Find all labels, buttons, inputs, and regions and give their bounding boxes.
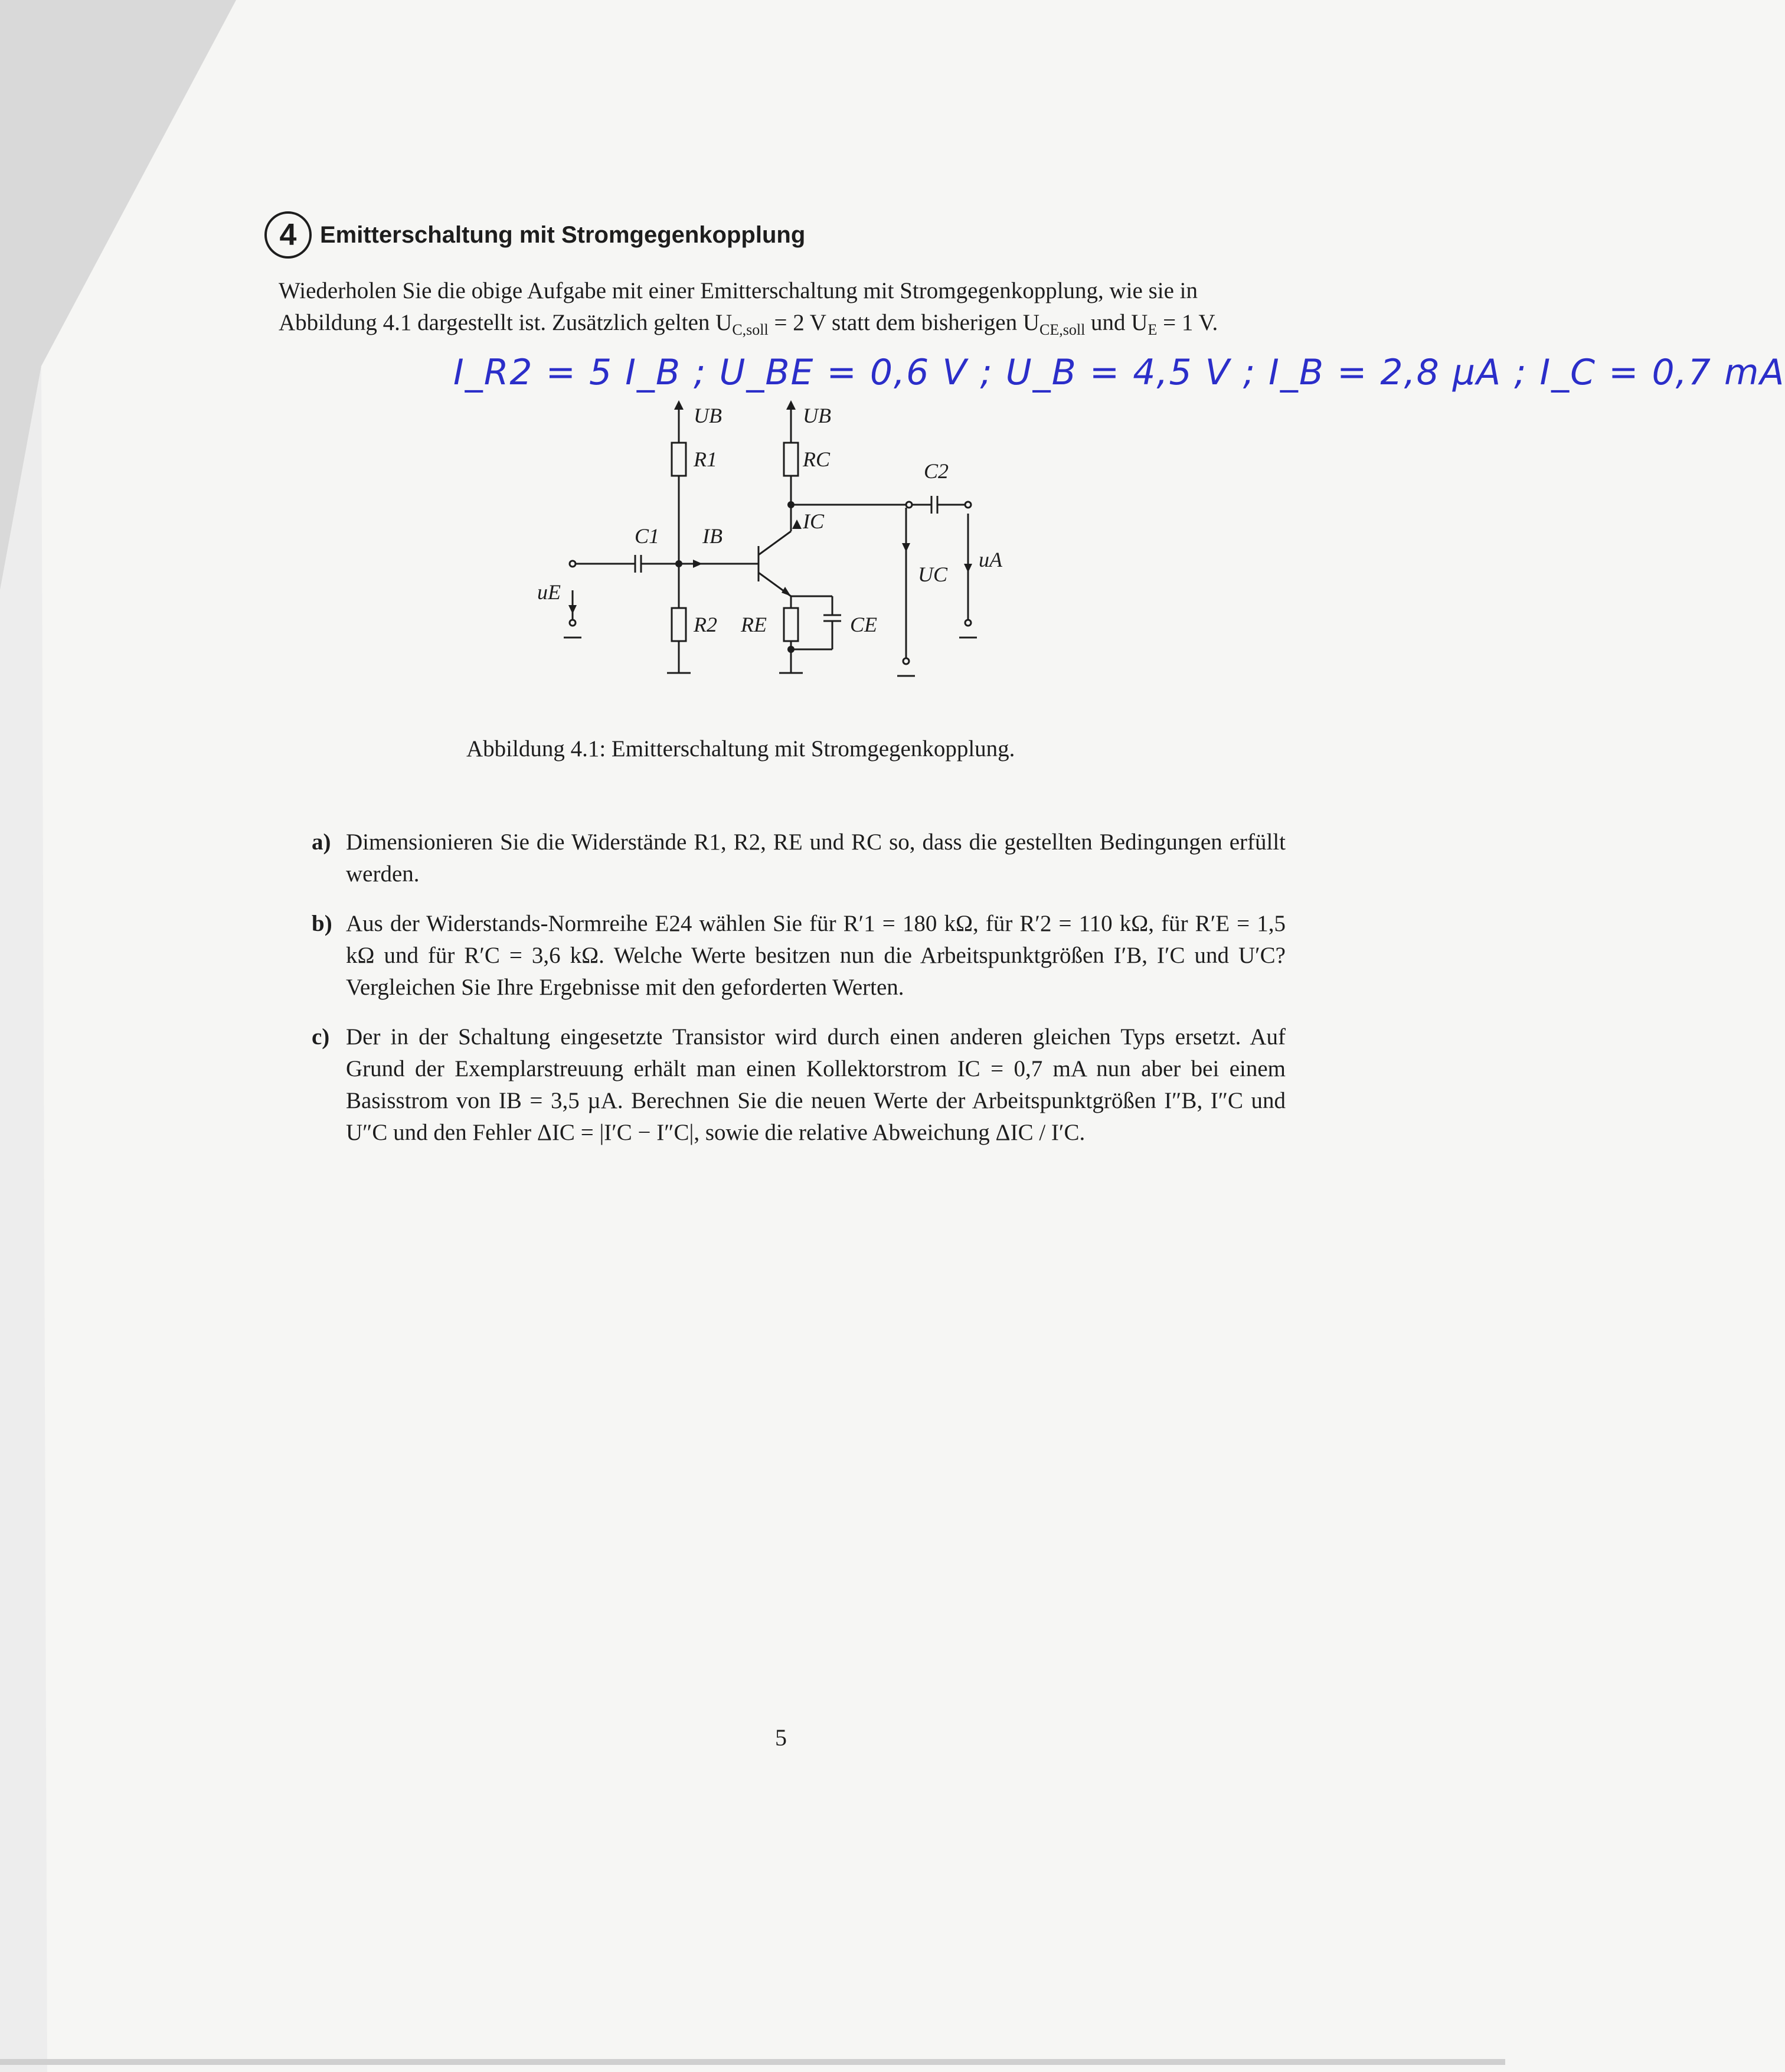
page-number: 5 (775, 1724, 787, 1751)
question-c-text: Der in der Schaltung eingesetzte Transistor wird durch einen anderen gleichen Typs ersetzt. Auf Grund der Exemplarstreuung erhält man einen Kollektorstrom IC = 0,7 mA nun aber bei einem Basisstrom von IB = 3,5 µA. Berechnen Sie die neuen Werte der Arbeitspunktgrößen I″B, I″C und U″C und den Fehler ΔIC = |I′C − I″C|, sowie die relative Abweichung ΔIC / I′C. (346, 1024, 1286, 1145)
ua-label: uA (979, 548, 1002, 571)
intro-sub-2: CE,soll (1039, 321, 1086, 338)
r1-label: R1 (694, 447, 717, 471)
ub-label-left: UB (694, 404, 722, 427)
intro-sub-1: C,soll (732, 321, 769, 338)
scan-edge (0, 2059, 1505, 2065)
ib-label: IB (702, 524, 722, 548)
question-c-label: c) (312, 1024, 330, 1050)
intro-text-1: Wiederholen Sie die obige Aufgabe mit einer Emitterschaltung mit Stromgegenkopplung, wie sie in Abbildung 4.1 dargestellt ist. Zusätzlich gelten U (279, 278, 1198, 335)
question-b-text: Aus der Widerstands-Normreihe E24 wählen Sie für R′1 = 180 kΩ, für R′2 = 110 kΩ, für R′E = 1,5 kΩ und für R′C = 3,6 kΩ. Welche Werte besitzen nun die Arbeitspunktgrößen I′B, I′C und U′C? Vergleichen Sie Ihre Ergebnisse mit den geforderten Werten. (346, 911, 1286, 1000)
question-list (312, 826, 1286, 1166)
r2-label: R2 (694, 613, 717, 636)
question-a-text: Dimensionieren Sie die Widerstände R1, R2, RE und RC so, dass die gestellten Bedingungen erfüllt werden. (346, 829, 1286, 887)
ic-label: IC (803, 509, 824, 533)
uc-label: UC (918, 563, 948, 586)
circuit-diagram (525, 396, 1033, 685)
figure-caption: Abbildung 4.1: Emitterschaltung mit Stromgegenkopplung. (466, 736, 1015, 762)
intro-text-4: = 1 V. (1157, 310, 1218, 335)
question-a-label: a) (312, 829, 331, 855)
intro-sub-3: E (1148, 321, 1158, 338)
question-a (312, 826, 1286, 890)
question-b (312, 908, 1286, 1004)
ub-label-right: UB (803, 404, 831, 427)
intro-text-3: und U (1085, 310, 1148, 335)
task-intro (279, 275, 1282, 346)
question-c (312, 1021, 1286, 1149)
handwritten-note: I_R2 = 5 I_B ; U_BE = 0,6 V ; U_B = 4,5 V ; I_B = 2,8 µA ; I_C = 0,7 mA (453, 352, 1785, 393)
rc-label: RC (803, 447, 831, 471)
task-title: Emitterschaltung mit Stromgegenkopplung (320, 221, 806, 248)
intro-text-2: = 2 V statt dem bisherigen U (768, 310, 1039, 335)
ue-label: uE (537, 580, 561, 604)
c1-label: C1 (635, 524, 660, 548)
ce-label: CE (850, 613, 878, 636)
re-label: RE (741, 613, 767, 636)
task-heading (264, 211, 805, 259)
task-number-badge: 4 (264, 211, 312, 259)
question-b-label: b) (312, 911, 332, 936)
c2-label: C2 (924, 459, 949, 483)
